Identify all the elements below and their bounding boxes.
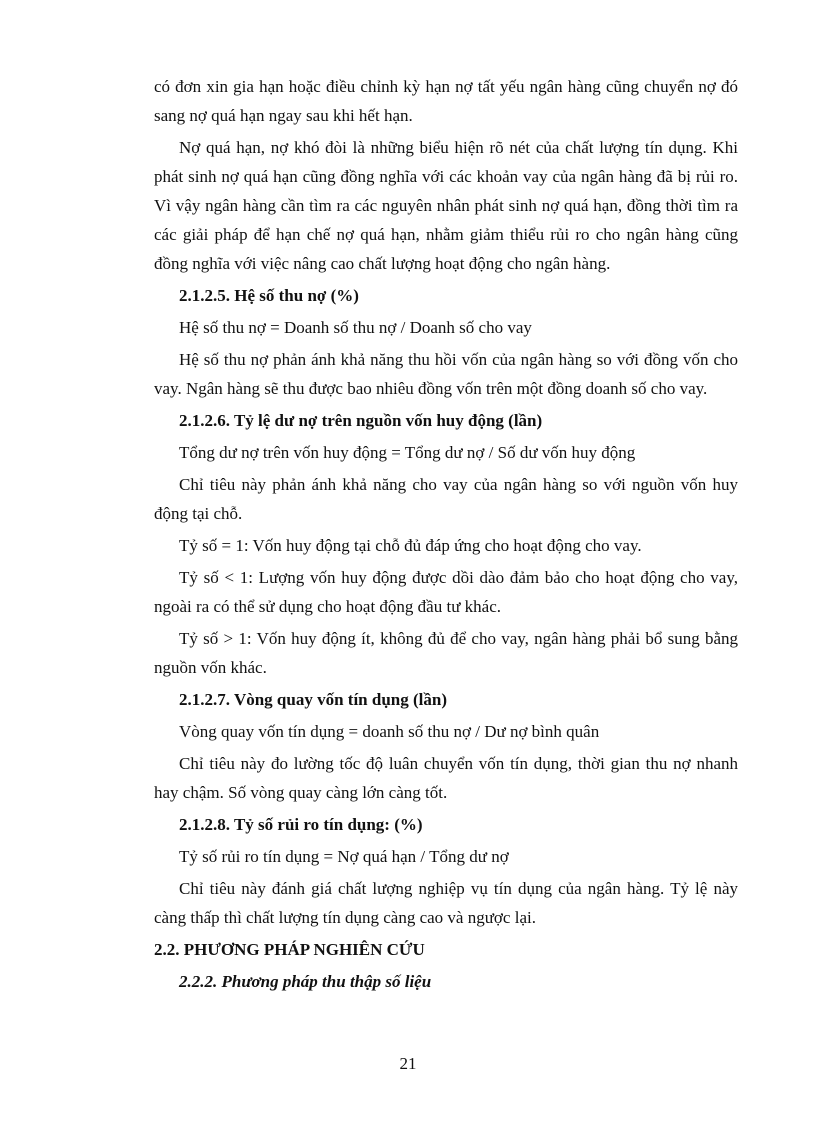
paragraph-ratio-less-one: Tỷ số < 1: Lượng vốn huy động được dồi dào đảm bảo cho hoạt động cho vay, ngoài ra có thể sử dụng cho hoạt động đầu tư khác. <box>154 568 738 616</box>
page-body <box>154 72 738 999</box>
paragraph-debt-recovery: Hệ số thu nợ phản ánh khả năng thu hồi vốn của ngân hàng so với đồng vốn cho vay. Ngân hàng sẽ thu được bao nhiêu đồng vốn trên một đồng doanh số cho vay. <box>154 350 738 398</box>
heading-2-1-2-6: 2.1.2.6. Tỷ lệ dư nợ trên nguồn vốn huy động (lần) <box>179 411 543 430</box>
formula-debt-recovery-ratio: Hệ số thu nợ = Doanh số thu nợ / Doanh số cho vay <box>179 318 532 337</box>
paragraph-ratio-equal-one: Tỷ số = 1: Vốn huy động tại chỗ đủ đáp ứng cho hoạt động cho vay. <box>179 536 642 555</box>
paragraph-overdue-debt: Nợ quá hạn, nợ khó đòi là những biểu hiện rõ nét của chất lượng tín dụng. Khi phát sinh nợ quá hạn cũng đồng nghĩa với các khoản vay của ngân hàng đã bị rủi ro. Vì vậy ngân hàng cần tìm ra các nguyên nhân phát sinh nợ quá hạn, đồng thời tìm ra các giải pháp để hạn chế nợ quá hạn, nhằm giảm thiểu rủi ro cho ngân hàng cũng đồng nghĩa với việc nâng cao chất lượng hoạt động cho ngân hàng. <box>154 138 738 273</box>
heading-2-1-2-5: 2.1.2.5. Hệ số thu nợ (%) <box>179 286 359 305</box>
formula-credit-turnover: Vòng quay vốn tín dụng = doanh số thu nợ / Dư nợ bình quân <box>179 722 600 741</box>
paragraph-ratio-greater-one: Tỷ số > 1: Vốn huy động ít, không đủ để cho vay, ngân hàng phải bổ sung bằng nguồn vốn khác. <box>154 629 738 677</box>
paragraph-credit-turnover: Chỉ tiêu này đo lường tốc độ luân chuyển vốn tín dụng, thời gian thu nợ nhanh hay chậm. Số vòng quay càng lớn càng tốt. <box>154 754 738 802</box>
formula-credit-risk: Tỷ số rủi ro tín dụng = Nợ quá hạn / Tổng dư nợ <box>179 847 509 866</box>
subsection-heading-2-2-2: 2.2.2. Phương pháp thu thập số liệu <box>179 972 432 991</box>
paragraph-loan-to-deposit: Chỉ tiêu này phản ánh khả năng cho vay của ngân hàng so với nguồn vốn huy động tại chỗ. <box>154 475 738 523</box>
paragraph-credit-risk: Chỉ tiêu này đánh giá chất lượng nghiệp vụ tín dụng của ngân hàng. Tỷ lệ này càng thấp thì chất lượng tín dụng càng cao và ngược lại. <box>154 879 738 927</box>
heading-2-1-2-7: 2.1.2.7. Vòng quay vốn tín dụng (lần) <box>179 690 447 709</box>
page-number: 21 <box>399 1054 417 1073</box>
formula-loan-to-deposit: Tổng dư nợ trên vốn huy động = Tổng dư nợ / Số dư vốn huy động <box>179 443 636 462</box>
paragraph-continuation: có đơn xin gia hạn hoặc điều chỉnh kỳ hạn nợ tất yếu ngân hàng cũng chuyển nợ đó sang nợ quá hạn ngay sau khi hết hạn. <box>154 77 738 125</box>
heading-2-1-2-8: 2.1.2.8. Tỷ số rủi ro tín dụng: (%) <box>179 815 423 834</box>
section-heading-2-2: 2.2. PHƯƠNG PHÁP NGHIÊN CỨU <box>154 940 425 959</box>
